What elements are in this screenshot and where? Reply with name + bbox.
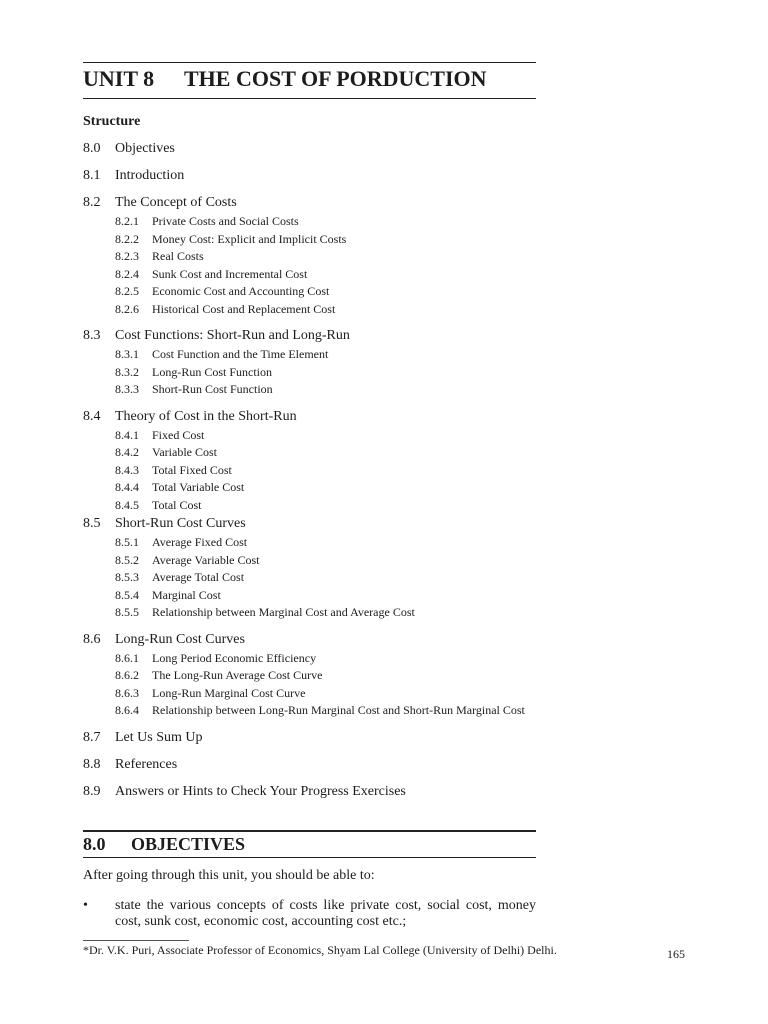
- toc-subentry: [115, 364, 536, 382]
- toc-entry: [83, 327, 536, 345]
- toc-subentry-number: 8.2.1: [115, 214, 139, 228]
- toc-subentry-title: Average Variable Cost: [152, 552, 260, 567]
- toc-entry: [83, 515, 536, 533]
- toc-subentry-number: 8.3.1: [115, 347, 139, 361]
- toc-subentry-title: Total Fixed Cost: [152, 462, 232, 477]
- toc-entry-number: 8.2: [83, 195, 101, 210]
- unit-number: UNIT 8: [83, 66, 155, 91]
- toc-subentry-number: 8.5.5: [115, 605, 139, 619]
- toc-entry-number: 8.9: [83, 783, 101, 799]
- toc-subentry: [115, 650, 536, 668]
- toc-subentry: [115, 231, 536, 249]
- toc-subentry: [115, 479, 536, 497]
- toc-entry: [83, 783, 536, 801]
- section-number: 8.0: [83, 834, 106, 854]
- toc-subentry-number: 8.2.4: [115, 266, 139, 281]
- toc-subentry: [115, 552, 536, 570]
- structure-heading: Structure: [83, 114, 141, 129]
- toc-subentry-number: 8.4.4: [115, 480, 139, 494]
- toc-entry-number: 8.0: [83, 141, 101, 156]
- toc-subentry-number: 8.3.2: [115, 364, 139, 379]
- toc-entry-number: 8.5: [83, 516, 101, 531]
- toc-entry-title: Short-Run Cost Curves: [115, 516, 246, 531]
- toc-entry: [83, 140, 536, 158]
- intro-text: After going through this unit, you should be able to:: [83, 868, 375, 883]
- bullet-icon: •: [83, 898, 88, 913]
- toc-entry-number: 8.8: [83, 756, 101, 772]
- toc-subentry-title: Marginal Cost: [152, 587, 221, 602]
- toc-subentry: [115, 667, 536, 685]
- toc-entry-title: Cost Functions: Short-Run and Long-Run: [115, 328, 350, 343]
- toc-entry-number: 8.7: [83, 729, 101, 745]
- toc-subentry: [115, 497, 536, 515]
- toc-subentry-title: Total Cost: [152, 497, 202, 512]
- toc-subentry-number: 8.6.3: [115, 685, 139, 700]
- objective-bullet: [83, 898, 536, 930]
- toc-subentry-number: 8.6.2: [115, 668, 139, 682]
- toc-subentry-title: Relationship between Marginal Cost and Average Cost: [152, 605, 415, 619]
- toc-subentry-title: Sunk Cost and Incremental Cost: [152, 266, 308, 281]
- toc-entry-number: 8.4: [83, 408, 101, 424]
- toc-subentry: [115, 444, 536, 462]
- section-title: OBJECTIVES: [131, 834, 246, 854]
- toc-subentry-number: 8.4.3: [115, 462, 139, 477]
- toc-subentry-number: 8.6.1: [115, 650, 139, 665]
- toc-entry-title: Long-Run Cost Curves: [115, 631, 245, 647]
- toc-subentry-number: 8.5.3: [115, 570, 139, 584]
- toc-entry-title: The Concept of Costs: [115, 195, 237, 210]
- toc-subentry-title: Long-Run Cost Function: [152, 364, 273, 379]
- toc-subentry-number: 8.5.2: [115, 552, 139, 567]
- toc-subentry-title: Long-Run Marginal Cost Curve: [152, 685, 306, 700]
- toc-subentry-title: Private Costs and Social Costs: [152, 214, 299, 228]
- toc-subentry-number: 8.4.2: [115, 445, 139, 459]
- footnote-rule: [83, 940, 189, 941]
- toc-subentry-title: Average Fixed Cost: [152, 535, 248, 549]
- toc-entry: [83, 756, 536, 774]
- toc-entry: [83, 194, 536, 212]
- table-of-contents: [83, 140, 536, 801]
- toc-subentry: [115, 569, 536, 587]
- toc-subentry-title: Real Costs: [152, 249, 204, 263]
- section-rule-bottom: [83, 857, 536, 858]
- toc-entry-number: 8.1: [83, 168, 101, 183]
- toc-subentry: [115, 604, 536, 622]
- toc-subentry: [115, 301, 536, 319]
- toc-subentry-number: 8.5.4: [115, 587, 139, 602]
- toc-entry-number: 8.6: [83, 631, 101, 647]
- footnote: *Dr. V.K. Puri, Associate Professor of Economics, Shyam Lal College (University of Delhi) Delhi.: [83, 943, 557, 957]
- toc-subentry-number: 8.4.5: [115, 497, 139, 512]
- toc-subentry-title: The Long-Run Average Cost Curve: [152, 668, 323, 682]
- toc-entry-title: References: [115, 756, 178, 772]
- toc-subentry: [115, 266, 536, 284]
- toc-entry-number: 8.3: [83, 328, 101, 343]
- toc-subentry-number: 8.2.5: [115, 284, 139, 298]
- toc-subentry-number: 8.2.6: [115, 301, 139, 316]
- toc-entry-title: Let Us Sum Up: [115, 729, 203, 745]
- toc-entry: [83, 408, 536, 426]
- toc-subentry-title: Long Period Economic Efficiency: [152, 650, 317, 665]
- toc-subentry-title: Economic Cost and Accounting Cost: [152, 284, 330, 298]
- toc-entry-title: Answers or Hints to Check Your Progress Exercises: [115, 783, 406, 799]
- unit-title: [83, 64, 536, 94]
- toc-subentry-title: Total Variable Cost: [152, 480, 245, 494]
- toc-entry-title: Theory of Cost in the Short-Run: [115, 408, 297, 424]
- section-rule-top: [83, 830, 536, 832]
- toc-subentry: [115, 587, 536, 605]
- toc-subentry-number: 8.4.1: [115, 427, 139, 442]
- toc-subentry: [115, 427, 536, 445]
- toc-subentry: [115, 381, 536, 399]
- toc-subentry-number: 8.5.1: [115, 535, 139, 549]
- toc-subentry-title: Cost Function and the Time Element: [152, 347, 329, 361]
- toc-subentry-title: Historical Cost and Replacement Cost: [152, 301, 336, 316]
- toc-subentry: [115, 283, 536, 301]
- page-number: 165: [667, 947, 685, 961]
- toc-subentry-title: Money Cost: Explicit and Implicit Costs: [152, 231, 347, 246]
- toc-entry: [83, 167, 536, 185]
- unit-title-text: THE COST OF PORDUCTION: [184, 66, 487, 91]
- toc-entry: [83, 631, 536, 649]
- toc-entry-title: Introduction: [115, 168, 185, 183]
- toc-subentry-title: Variable Cost: [152, 445, 217, 459]
- toc-subentry: [115, 462, 536, 480]
- toc-subentry: [115, 702, 536, 720]
- toc-subentry-number: 8.3.3: [115, 382, 139, 396]
- title-rule-top: [83, 62, 536, 63]
- toc-subentry-title: Relationship between Long-Run Marginal Cost and Short-Run Marginal Cost: [152, 703, 525, 717]
- section-heading: [83, 833, 536, 855]
- toc-subentry: [115, 534, 536, 552]
- toc-subentry-title: Average Total Cost: [152, 570, 245, 584]
- objective-text: state the various concepts of costs like private cost, social cost, money cost, sunk cost, economic cost, accounting cost etc.;: [115, 898, 536, 929]
- toc-subentry: [115, 685, 536, 703]
- title-rule-bottom: [83, 98, 536, 99]
- toc-subentry-number: 8.6.4: [115, 703, 139, 717]
- toc-subentry-title: Short-Run Cost Function: [152, 382, 273, 396]
- toc-entry: [83, 729, 536, 747]
- toc-subentry: [115, 213, 536, 231]
- toc-subentry-number: 8.2.3: [115, 249, 139, 263]
- toc-subentry: [115, 346, 536, 364]
- toc-subentry-title: Fixed Cost: [152, 427, 205, 442]
- toc-entry-title: Objectives: [115, 141, 175, 156]
- toc-subentry-number: 8.2.2: [115, 231, 139, 246]
- toc-subentry: [115, 248, 536, 266]
